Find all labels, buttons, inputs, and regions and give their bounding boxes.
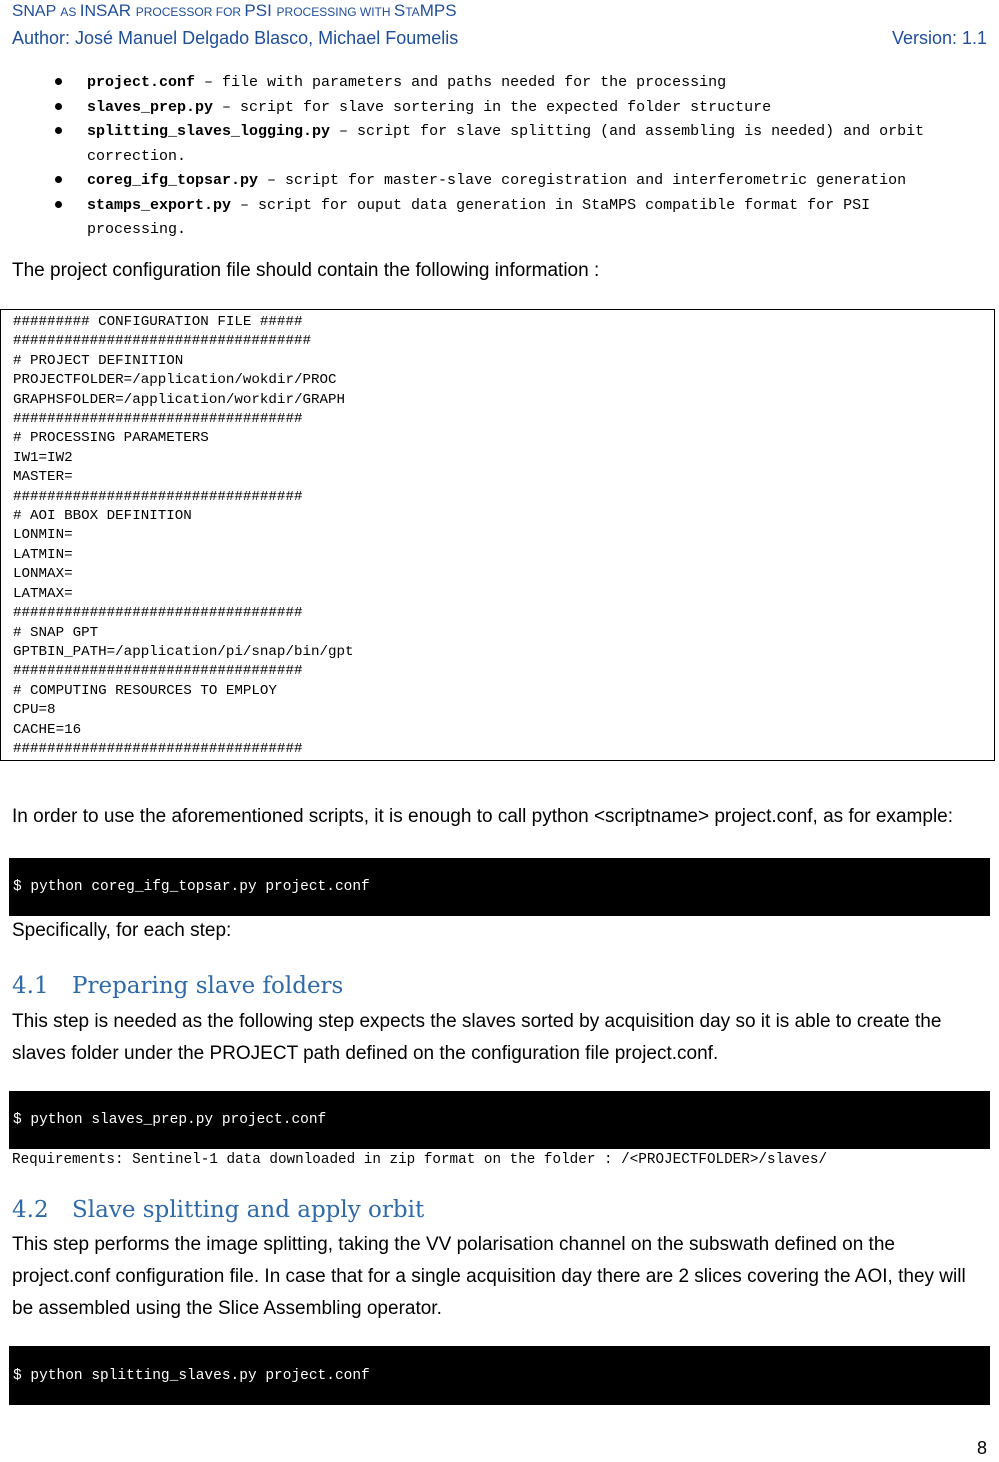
section-4-1-body: This step is needed as the following step expects the slaves sorted by acquisition day so it is able to create the slaves folder under the PROJECT path defined on the configuration file project.conf.: [12, 1011, 942, 1064]
specifically-text: Specifically, for each step:: [12, 920, 232, 941]
requirements-text: Requirements: Sentinel-1 data downloaded in zip format on the folder : /<PROJECTFOLDER>/slaves/: [12, 1152, 828, 1168]
usage-command: $ python coreg_ifg_topsar.py project.conf: [13, 879, 370, 895]
bullet-icon: [55, 78, 62, 85]
document-authors: Author: José Manuel Delgado Blasco, Michael Foumelis: [12, 28, 459, 48]
page-header: [12, 0, 987, 53]
section-4-2-body: This step performs the image splitting, taking the VV polarisation channel on the subswath defined on the project.conf configuration file. In case that for a single acquisition day there are 2 slices covering the AOI, they will be assembled using the Slice Assembling operator.: [12, 1234, 966, 1319]
usage-paragraph: In order to use the aforementioned scripts, it is enough to call python <scriptname> project.conf, as for example:: [12, 806, 954, 827]
slaves-prep-command-block: [9, 1091, 990, 1149]
list-item: stamps_export.py – script for ouput data generation in StaMPS compatible format for PSI processing.: [52, 193, 952, 242]
page-number: 8: [976, 1438, 987, 1458]
document-version: Version: 1.1: [891, 28, 987, 48]
bullet-icon: [55, 127, 62, 134]
config-intro: The project configuration file should contain the following information :: [12, 260, 600, 281]
bullet-icon: [55, 176, 62, 183]
splitting-command-block: [9, 1346, 990, 1405]
list-item: coreg_ifg_topsar.py – script for master-slave coregistration and interferometric generation: [52, 168, 952, 193]
section-heading-4-2: 4.2 Slave splitting and apply orbit: [12, 1197, 425, 1223]
list-item: slaves_prep.py – script for slave sortering in the expected folder structure: [52, 95, 952, 120]
splitting-command: $ python splitting_slaves.py project.conf: [13, 1367, 370, 1384]
file-list: [52, 70, 952, 242]
bullet-icon: [55, 103, 62, 110]
slaves-prep-command: $ python slaves_prep.py project.conf: [13, 1112, 327, 1128]
document-title: SNAP AS INSAR PROCESSOR FOR PSI PROCESSING WITH STAMPS: [12, 1, 457, 20]
bullet-icon: [55, 201, 62, 208]
list-item: splitting_slaves_logging.py – script for slave splitting (and assembling is needed) and orbit correction.: [52, 119, 952, 168]
usage-command-block: [9, 858, 990, 916]
config-file-box: [0, 309, 995, 761]
section-heading-4-1: 4.1 Preparing slave folders: [12, 973, 344, 999]
list-item: project.conf – file with parameters and paths needed for the processing: [52, 70, 952, 95]
config-file-text: ######### CONFIGURATION FILE ##### ################################### # PROJECT DEFINITION PROJECTFOLDER=/application/wokdir/PROC GRAPHSFOLDER=/application/workdir/GRAPH ################################## # PROCESSING PARAMETERS IW1=IW2 MASTER= ################################## # AOI BBOX DEFINITION LONMIN= LATMIN= LONMAX= LATMAX= ################################## # SNAP GPT GPTBIN_PATH=/application/pi/snap/bin/gpt ################################## # COMPUTING RESOURCES TO EMPLOY CPU=8 CACHE=16 ##################################: [13, 314, 354, 757]
